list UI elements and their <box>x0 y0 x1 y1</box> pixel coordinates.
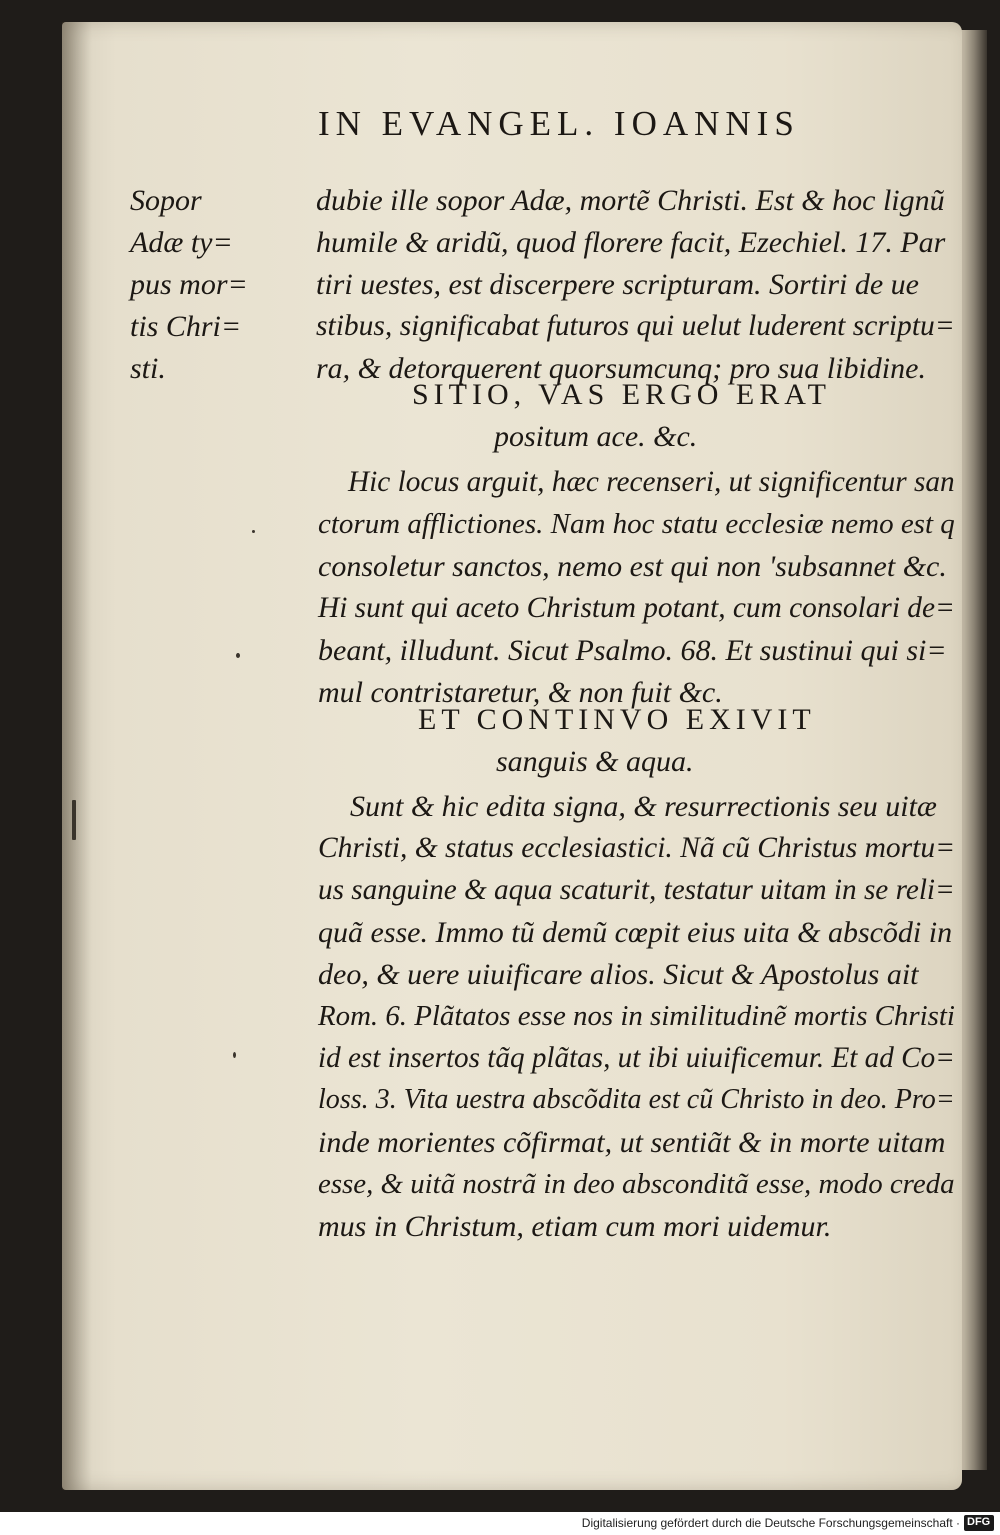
text-line: consoletur sanctos, nemo est qui non 'subsannet &c. <box>318 550 947 583</box>
margin-note-line: Adæ ty= <box>130 226 233 259</box>
margin-note-line: sti. <box>130 352 166 385</box>
text-line: deo, & uere uiuificare alios. Sicut & Apostolus ait <box>318 958 919 991</box>
text-line: Hic locus arguit, hæc recenseri, ut significentur san <box>348 466 955 498</box>
text-line: mul contristaretur, & non fuit &c. <box>318 676 723 709</box>
margin-note-line: Sopor <box>130 184 202 217</box>
dfg-logo <box>964 1515 994 1531</box>
section-heading-continued: sanguis & aqua. <box>496 745 694 778</box>
text-line: tiri uestes, est discerpere scripturam. Sortiri de ue <box>316 268 919 301</box>
margin-note-line: pus mor= <box>130 268 248 301</box>
text-line: beant, illudunt. Sicut Psalmo. 68. Et sustinui qui si= <box>318 634 947 667</box>
text-line: stibus, significabat futuros qui uelut luderent scriptu= <box>316 310 955 342</box>
text-line: us sanguine & aqua scaturit, testatur uitam in se reli= <box>318 874 955 906</box>
text-line: humile & aridũ, quod florere facit, Ezechiel. 17. Par <box>316 226 946 259</box>
text-line: dubie ille sopor Adæ, mortẽ Christi. Est & hoc lignũ <box>316 184 945 217</box>
running-head: IN EVANGEL. IOANNIS <box>318 104 800 143</box>
footer-bar <box>0 1512 1000 1535</box>
text-line: Rom. 6. Plãtatos esse nos in similitudinẽ mortis Christi <box>318 1000 955 1032</box>
dfg-logo-text: DFG <box>967 1516 991 1528</box>
text-line: Christi, & status ecclesiastici. Nã cũ Christus mortu= <box>318 832 955 864</box>
text-line: inde morientes cõfirmat, ut sentiãt & in morte uitam <box>318 1126 946 1159</box>
section-heading: ET CONTINVO EXIVIT <box>418 703 816 736</box>
funding-credit: Digitalisierung gefördert durch die Deutsche Forschungsgemeinschaft · <box>581 1516 960 1530</box>
text-line: loss. 3. Vita uestra abscõdita est cũ Christo in deo. Pro= <box>318 1084 955 1115</box>
text-line: id est insertos tãq plãtas, ut ibi uiuificemur. Et ad Co= <box>318 1042 955 1074</box>
section-heading: SITIO, VAS ERGO ERAT <box>412 378 831 411</box>
text-line: ra, & detorquerent quorsumcunq; pro sua libidine. <box>316 352 926 385</box>
text-line: Hi sunt qui aceto Christum potant, cum consolari de= <box>318 592 955 624</box>
text-line: quã esse. Immo tũ demũ cœpit eius uita & abscõdi in <box>318 916 953 949</box>
text-line: Sunt & hic edita signa, & resurrectionis seu uitæ <box>350 790 937 823</box>
margin-note-line: tis Chri= <box>130 310 242 343</box>
section-heading-continued: positum ace. &c. <box>494 420 698 453</box>
text-line: ctorum afflictiones. Nam hoc statu ecclesiæ nemo est q <box>318 508 955 540</box>
text-line: mus in Christum, etiam cum mori uidemur. <box>318 1210 832 1243</box>
text-line: esse, & uitã nostrã in deo absconditã esse, modo creda <box>318 1168 955 1200</box>
